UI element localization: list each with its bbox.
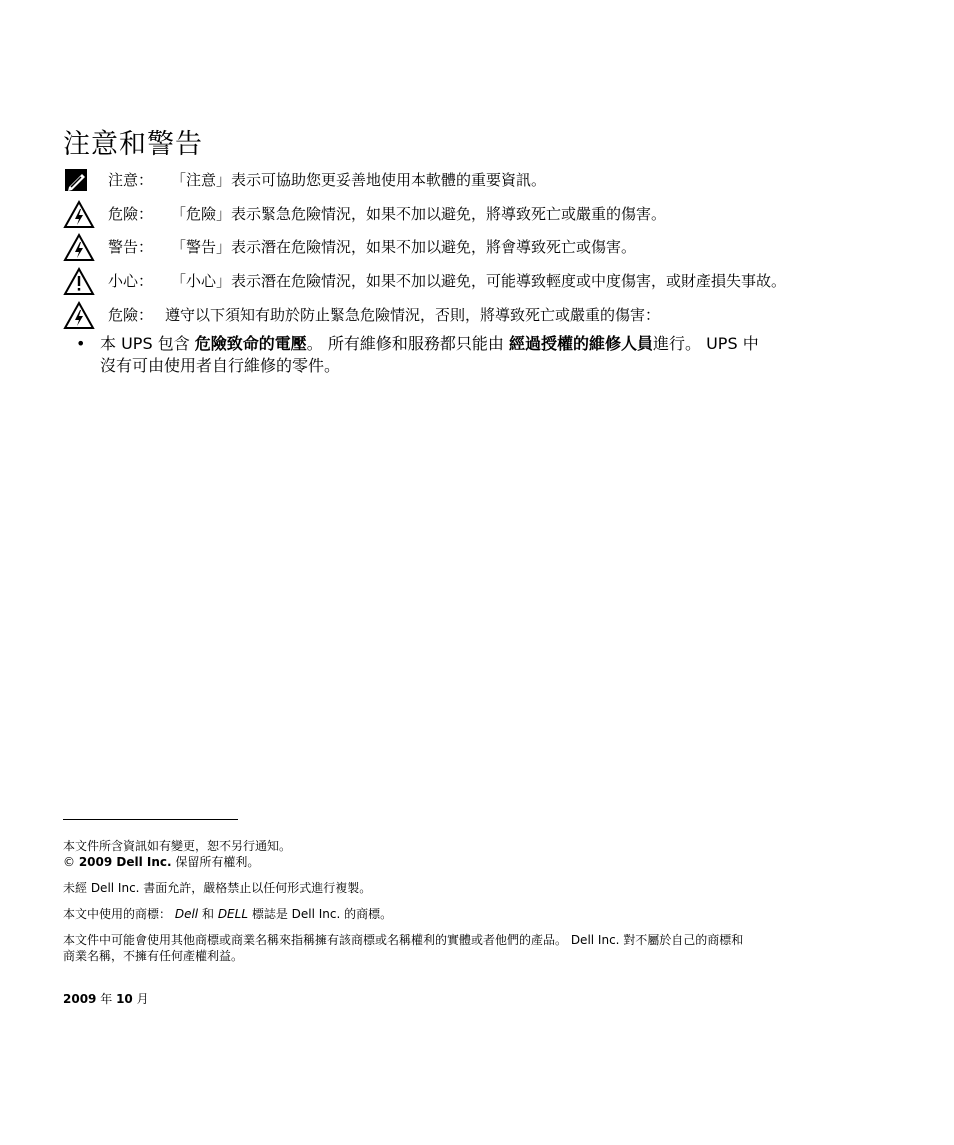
notice-label: 小心： <box>108 272 154 290</box>
bullet-bold-text: 經過授權的維修人員 <box>508 334 653 353</box>
bullet-bold-text: 危險致命的電壓 <box>194 334 307 353</box>
copyright-symbol: © <box>63 855 75 869</box>
page-title: 注意和警告 <box>63 129 203 160</box>
other-trademarks-line1: 本文件中可能會使用其他商標或商業名稱來指稱擁有該商標或名稱權利的實體或者他們的產品。 Dell Inc. 對不屬於自己的商標和 <box>63 933 744 947</box>
copyright-rights: 保留所有權利。 <box>175 855 260 869</box>
notice-text: 「警告」表示潛在危險情況，如果不加以避免，將會導致死亡或傷害。 <box>171 238 637 256</box>
footer-other-trademarks <box>63 932 743 964</box>
bullet-marker: • <box>76 334 86 353</box>
note-icon <box>63 165 95 195</box>
footer-date <box>63 991 149 1007</box>
electric-hazard-icon <box>63 199 95 229</box>
notice-text: 遵守以下須知有助於防止緊急危險情況，否則，將導致死亡或嚴重的傷害： <box>165 306 661 324</box>
bullet-item <box>100 333 820 377</box>
notice-text: 「危險」表示緊急危險情況，如果不加以避免，將導致死亡或嚴重的傷害。 <box>171 205 667 223</box>
trademark-dell-logo: DELL <box>217 907 249 921</box>
bullet-text-line2: 沒有可由使用者自行維修的零件。 <box>100 356 341 375</box>
trademark-and: 和 <box>201 907 214 921</box>
bullet-text-part: 本 UPS 包含 <box>100 334 195 353</box>
footer-copyright <box>63 854 259 870</box>
other-trademarks-line2: 商業名稱，不擁有任何產權利益。 <box>63 949 244 963</box>
notice-label: 警告： <box>108 238 154 256</box>
electric-hazard-icon <box>63 232 95 262</box>
footnote-divider <box>63 819 238 820</box>
footer-reproduction-notice: 未經 Dell Inc. 書面允許，嚴格禁止以任何形式進行複製。 <box>63 881 372 895</box>
bullet-text-part: 。 所有維修和服務都只能由 <box>306 334 509 353</box>
footer-change-notice: 本文件所含資訊如有變更，恕不另行通知。 <box>63 839 292 853</box>
notice-label: 注意： <box>108 171 154 189</box>
date-year: 2009 <box>63 992 97 1006</box>
bullet-text-part: 進行。 UPS 中 <box>653 334 759 353</box>
electric-hazard-icon <box>63 300 95 330</box>
trademark-prefix: 本文中使用的商標： <box>63 907 172 921</box>
trademark-suffix: 標誌是 Dell Inc. 的商標。 <box>251 907 393 921</box>
notice-label: 危險： <box>108 306 154 324</box>
trademark-dell: Dell <box>174 907 199 921</box>
notice-text: 「注意」表示可協助您更妥善地使用本軟體的重要資訊。 <box>171 171 547 189</box>
date-year-char: 年 <box>100 992 113 1006</box>
caution-icon <box>63 266 95 296</box>
footer-trademarks <box>63 906 392 922</box>
notice-label: 危險： <box>108 205 154 223</box>
notice-text: 「小心」表示潛在危險情況，如果不加以避免，可能導致輕度或中度傷害，或財產損失事故。 <box>171 272 787 290</box>
date-month: 10 <box>116 992 133 1006</box>
copyright-holder: 2009 Dell Inc. <box>78 855 172 869</box>
date-month-char: 月 <box>136 992 149 1006</box>
